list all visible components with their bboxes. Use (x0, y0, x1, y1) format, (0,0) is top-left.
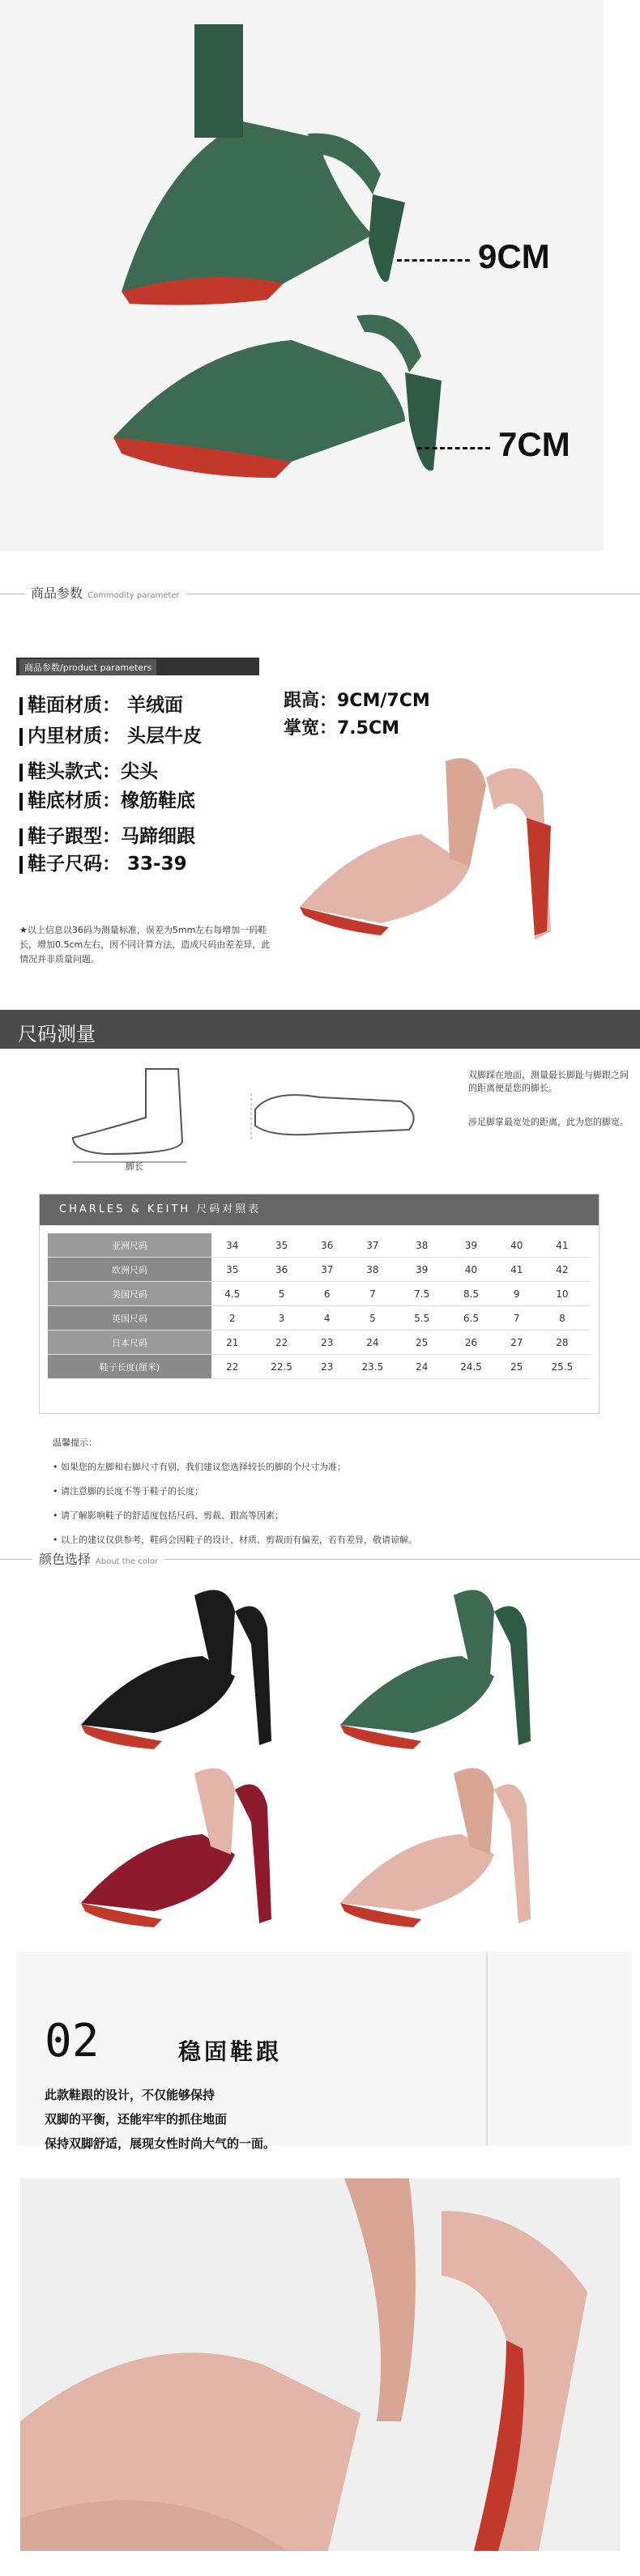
size-table-cell: 6 (310, 1282, 344, 1306)
color-green-shoe[interactable] (332, 1579, 543, 1753)
color-black-shoe[interactable] (73, 1579, 284, 1753)
size-tips (53, 1431, 612, 1552)
size-table-row-label: 欧洲尺码 (48, 1258, 211, 1282)
size-table-cell: 36 (254, 1258, 310, 1282)
size-table-cell: 8.5 (442, 1282, 499, 1306)
measure-text-width: 涉足脚掌最宽处的距离，此为您的脚宽。 (468, 1117, 629, 1127)
size-table-cell: 7 (500, 1306, 534, 1331)
size-table-row-label: 日本尺码 (48, 1331, 211, 1355)
feature-title: 稳固鞋跟 (178, 2038, 283, 2065)
size-table-cell: 39 (401, 1258, 443, 1282)
size-table-cell: 24 (344, 1331, 401, 1355)
size-table-cell: 5 (344, 1306, 401, 1331)
size-table-cell: 36 (310, 1233, 344, 1258)
size-table-cell: 22 (254, 1331, 310, 1355)
size-table-cell: 22.5 (254, 1355, 310, 1379)
size-table-row (48, 1355, 591, 1379)
size-table-cell: 5.5 (401, 1306, 443, 1331)
size-table-card (39, 1194, 599, 1414)
size-table-cell: 23 (310, 1355, 344, 1379)
green-shoe-illustration (332, 1579, 543, 1753)
size-table-cell: 7.5 (401, 1282, 443, 1306)
red-shoe-illustration (73, 1757, 284, 1931)
size-table-cell: 7 (344, 1282, 401, 1306)
pink-shoe-illustration (284, 745, 591, 956)
feature-divider (486, 1952, 488, 2146)
size-table-cell: 40 (500, 1233, 534, 1258)
heel-9cm-label: 9CM (478, 237, 550, 275)
foot-length-label: 脚长 (126, 1161, 143, 1172)
size-table-cell: 23.5 (344, 1355, 401, 1379)
param-row-size: 鞋子尺码： 33-39 (19, 849, 187, 875)
size-table-cell: 4 (310, 1306, 344, 1331)
param-sole-width: 掌宽：7.5CM (284, 718, 400, 739)
heel-9cm-dash (397, 259, 470, 262)
size-table-cell: 25 (500, 1355, 534, 1379)
measure-text-length: 双脚踩在地面，测量最长脚趾与脚跟之间的距离便是您的脚长。 (468, 1070, 629, 1093)
size-table-cell: 34 (211, 1233, 254, 1258)
size-table-row-label: 鞋子长度(厘米) (48, 1355, 211, 1379)
size-table-cell: 41 (534, 1233, 591, 1258)
foot-top-diagram (247, 1077, 429, 1158)
size-table (48, 1233, 591, 1379)
size-table-cell: 21 (211, 1331, 254, 1355)
size-section-header (0, 1010, 640, 1049)
color-section-title: 颜色选择 About the color (32, 1549, 164, 1568)
color-pink-shoe[interactable] (332, 1757, 543, 1931)
tips-title: 温馨提示： (53, 1437, 97, 1448)
size-table-row (48, 1282, 591, 1306)
size-table-title: CHARLES & KEITH 尺码对照表 (40, 1194, 599, 1225)
tip-item: • 以上的建议仅供参考，鞋码会因鞋子的设计、材质、剪裁而有偏差，若有差异，敬请谅解。 (53, 1535, 417, 1545)
size-table-cell: 10 (534, 1282, 591, 1306)
size-table-cell: 27 (500, 1331, 534, 1355)
size-table-cell: 24 (401, 1355, 443, 1379)
size-table-row (48, 1306, 591, 1331)
size-table-row-label: 亚洲尺码 (48, 1233, 211, 1258)
tip-item: • 请注意脚的长度不等于鞋子的长度； (53, 1486, 203, 1497)
heel-7cm-label: 7CM (498, 425, 570, 463)
size-table-cell: 6.5 (442, 1306, 499, 1331)
size-table-row (48, 1258, 591, 1282)
tip-item: • 请了解影响鞋子的舒适度包括尺码、剪裁、跟高等因素； (53, 1510, 284, 1521)
size-section-title: 尺码测量 (18, 1023, 96, 1045)
size-table-cell: 40 (442, 1258, 499, 1282)
pink-shoe-small-illustration (332, 1757, 543, 1931)
size-table-cell: 37 (310, 1258, 344, 1282)
param-row-lining: 内里材质： 头层牛皮 (19, 721, 202, 747)
size-table-cell: 8 (534, 1306, 591, 1331)
param-heel-height: 跟高：9CM/7CM (284, 691, 430, 711)
color-red-shoe[interactable] (73, 1757, 284, 1931)
black-shoe-illustration (73, 1579, 284, 1753)
size-table-cell: 22 (211, 1355, 254, 1379)
size-table-row-label: 美国尺码 (48, 1282, 211, 1306)
size-table-cell: 38 (401, 1233, 443, 1258)
tip-item: • 如果您的左脚和右脚尺寸有别，我们建议您选择较长的脚的个尺寸为准； (53, 1462, 346, 1472)
foot-top-icon (247, 1077, 429, 1158)
feature-number: 02 (45, 2015, 100, 2067)
size-table-cell: 9 (500, 1282, 534, 1306)
heel-closeup-illustration (20, 2178, 620, 2551)
size-table-cell: 42 (534, 1258, 591, 1282)
param-row-sole: 鞋底材质：橡筋鞋底 (19, 786, 195, 812)
param-row-heel: 鞋子跟型：马蹄细跟 (19, 821, 195, 848)
size-table-row (48, 1233, 591, 1258)
size-table-cell: 2 (211, 1306, 254, 1331)
params-section-title: 商品参数 Commodity parameter (24, 583, 186, 602)
size-table-cell: 37 (344, 1233, 401, 1258)
size-table-cell: 5 (254, 1282, 310, 1306)
param-row-toe: 鞋头款式：尖头 (19, 756, 158, 783)
size-table-row (48, 1331, 591, 1355)
size-header-tab (624, 1028, 640, 1049)
size-table-cell: 35 (254, 1233, 310, 1258)
size-table-row-label: 英国尺码 (48, 1306, 211, 1331)
size-table-cell: 25 (401, 1331, 443, 1355)
heel-closeup-photo (20, 2178, 620, 2551)
size-table-cell: 24.5 (442, 1355, 499, 1379)
size-table-cell: 3 (254, 1306, 310, 1331)
params-note: ★以上信息以36码为测量标准，误差为5mm左右每增加一码鞋长，增加0.5cm左右，因不同计算方法，造成尺码由差差异，此情况并非质量问题。 (19, 925, 271, 964)
hero-photo (0, 0, 604, 551)
pink-shoe-photo (284, 745, 591, 956)
size-table-cell: 25.5 (534, 1355, 591, 1379)
size-table-cell: 39 (442, 1233, 499, 1258)
heel-7cm-dash (417, 447, 490, 449)
size-table-cell: 4.5 (211, 1282, 254, 1306)
size-table-cell: 41 (500, 1258, 534, 1282)
params-bar-label: 商品参数/product parameters (19, 659, 156, 675)
size-table-cell: 28 (534, 1331, 591, 1355)
size-table-cell: 23 (310, 1331, 344, 1355)
feature-description: 此款鞋跟的设计，不仅能够保持 双脚的平衡，还能牢牢的抓住地面 保持双脚舒适，展现女性时尚大气的一面。 (45, 2088, 276, 2151)
param-row-upper: 鞋面材质： 羊绒面 (19, 690, 183, 717)
size-table-cell: 38 (344, 1258, 401, 1282)
size-table-cell: 26 (442, 1331, 499, 1355)
foot-diagram (57, 1061, 219, 1178)
size-table-cell: 35 (211, 1258, 254, 1282)
